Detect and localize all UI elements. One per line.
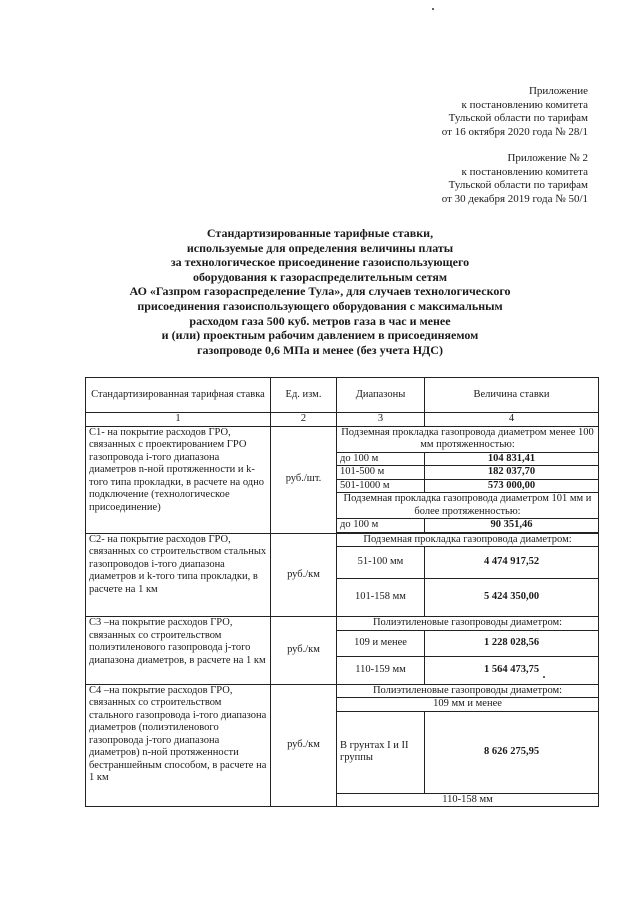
annex-line: Тульской области по тарифам — [448, 179, 588, 191]
value-cell: 5 424 350,00 — [425, 579, 599, 617]
col-number: 1 — [86, 413, 271, 427]
annex-line: от 16 октября 2020 года № 28/1 — [441, 125, 588, 138]
annex-line: Приложение — [528, 85, 588, 97]
rate-c2-unit: руб./км — [271, 533, 337, 617]
range-cell: 51-100 мм — [337, 547, 425, 579]
annex-line: Тульской области по тарифам — [448, 112, 588, 124]
range-cell: 501-1000 м — [337, 479, 425, 493]
value-cell: 573 000,00 — [425, 479, 599, 493]
title-line: присоединения газоиспользующего оборудования с максимальным — [137, 298, 503, 313]
annex-reference-2 — [442, 152, 588, 206]
c1-section-2: Подземная прокладка газопровода диаметром 101 мм и более протяженностью: — [337, 493, 599, 519]
column-number-row — [86, 413, 599, 427]
range-cell: 101-158 мм — [337, 579, 425, 617]
c4-subsection-1: 109 мм и менее — [337, 698, 599, 712]
rate-c3-description: С3 –на покрытие расходов ГРО, связанных со строительством полиэтиленового газопровода j-того диапазона диаметров, в расчете на 1 км — [86, 617, 271, 685]
value-cell: 104 831,41 — [425, 452, 599, 466]
value-cell: 90 351,46 — [425, 519, 599, 533]
range-cell: 109 и менее — [337, 630, 425, 656]
annex-line: от 30 декабря 2019 года № 50/1 — [441, 192, 588, 205]
value-cell: 182 037,70 — [425, 466, 599, 480]
header-rate: Стандартизированная тарифная ставка — [86, 378, 271, 413]
annex-line: к постановлению комитета — [461, 98, 588, 111]
annex-line: к постановлению комитета — [461, 165, 588, 178]
header-value: Величина ставки — [425, 378, 599, 413]
annex-line: Приложение № 2 — [507, 152, 588, 164]
range-cell: В грунтах I и II группы — [337, 711, 425, 793]
title-line: используемые для определения величины платы — [186, 240, 454, 255]
header-unit: Ед. изм. — [271, 378, 337, 413]
range-cell: 101-500 м — [337, 466, 425, 480]
rate-c4-description: С4 –на покрытие расходов ГРО, связанных со строительством стального газопровода i-того диапазона диаметров (полиэтиленового газопровода j-того диапазона диаметров) n-ной протяженности бестраншейным способом, в расчете на 1 км — [86, 684, 271, 807]
table-row — [86, 533, 599, 547]
range-cell: до 100 м — [337, 452, 425, 466]
title-line: оборудования к газораспределительным сетям — [192, 269, 448, 284]
rate-c2-description: С2- на покрытие расходов ГРО, связанных со строительством стальных газопроводов i-того диапазона диаметров и k-того типа прокладки, в расчете на 1 км — [86, 533, 271, 617]
rate-c1-description: С1- на покрытие расходов ГРО, связанных с проектированием ГРО газопровода i-того диапазона диаметров n-ной протяженности и k-того типа прокладки, в расчете на одно подключение (технологическое присоединение) — [86, 426, 271, 533]
value-cell: 1 564 473,75 — [425, 656, 599, 684]
header-ranges: Диапазоны — [337, 378, 425, 413]
range-cell: до 100 м — [337, 519, 425, 533]
c4-section: Полиэтиленовые газопроводы диаметром: — [337, 684, 599, 698]
value-cell: 8 626 275,95 — [425, 711, 599, 793]
title-line: газопроводе 0,6 МПа и менее (без учета НДС) — [197, 342, 443, 357]
rate-c1-unit: руб./шт. — [271, 426, 337, 533]
document-title — [60, 226, 580, 357]
rate-c4-unit: руб./км — [271, 684, 337, 807]
table-header-row — [86, 378, 599, 413]
title-line: и (или) проектным рабочим давлением в присоединяемом — [161, 328, 479, 343]
col-number: 3 — [337, 413, 425, 427]
value-cell: 1 228 028,56 — [425, 630, 599, 656]
tariff-rates-table — [85, 377, 599, 807]
table-row — [86, 426, 599, 452]
col-number: 4 — [425, 413, 599, 427]
annex-reference-1 — [442, 85, 588, 139]
range-cell: 110-159 мм — [337, 656, 425, 684]
col-number: 2 — [271, 413, 337, 427]
table-row — [86, 684, 599, 698]
scan-speck — [432, 8, 434, 10]
table-row — [86, 617, 599, 631]
c4-subsection-2: 110-158 мм — [337, 793, 599, 807]
c1-section-1: Подземная прокладка газопровода диаметром менее 100 мм протяженностью: — [337, 426, 599, 452]
title-line: АО «Газпром газораспределение Тула», для случаев технологического — [129, 284, 511, 299]
title-line: Стандартизированные тарифные ставки, — [206, 226, 434, 240]
value-cell: 4 474 917,52 — [425, 547, 599, 579]
c2-section: Подземная прокладка газопровода диаметром: — [337, 533, 599, 547]
rate-c3-unit: руб./км — [271, 617, 337, 685]
c3-section: Полиэтиленовые газопроводы диаметром: — [337, 617, 599, 631]
title-line: расходом газа 500 куб. метров газа в час и менее — [189, 313, 451, 328]
title-line: за технологическое присоединение газоиспользующего — [170, 255, 470, 270]
